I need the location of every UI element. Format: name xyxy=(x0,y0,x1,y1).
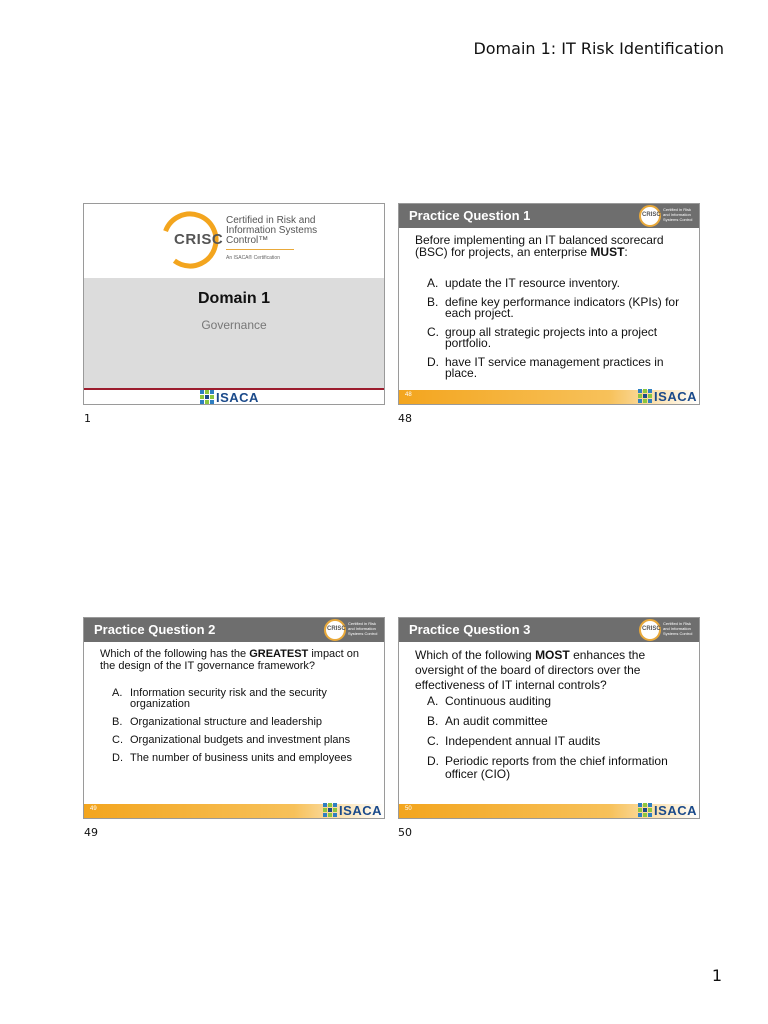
slide-header xyxy=(84,618,384,642)
isaca-mark-icon xyxy=(200,390,214,404)
isaca-mark-icon xyxy=(638,803,652,817)
question-stem: Before implementing an IT balanced scorecard (BSC) for projects, an enterprise MUST: xyxy=(415,233,664,259)
answer-option: D. have IT service management practices in place. xyxy=(427,355,664,380)
answer-option: B. An audit committee xyxy=(427,714,548,728)
isaca-logo xyxy=(323,802,382,818)
answer-options xyxy=(112,688,370,771)
crisc-badge-text: Certified in Risk and Information Systems Control xyxy=(348,621,378,636)
divider xyxy=(226,249,294,250)
isaca-mark-icon xyxy=(323,803,337,817)
slide-title-text: Practice Question 2 xyxy=(94,622,216,637)
question-stem: Which of the following has the GREATEST impact on the design of the IT governance framework? xyxy=(100,648,360,672)
answer-option: D. The number of business units and employees xyxy=(112,752,352,764)
slide-footer-number: 50 xyxy=(405,806,412,812)
crisc-badge xyxy=(324,619,380,643)
slide-practice-question-3[interactable] xyxy=(398,617,700,819)
slide-header xyxy=(399,618,699,642)
isaca-logo-text: ISACA xyxy=(216,389,259,405)
answer-option: D. Periodic reports from the chief information officer (CIO) xyxy=(427,754,668,781)
slide-number: 49 xyxy=(84,826,98,839)
page-header: Domain 1: IT Risk Identification xyxy=(473,39,724,58)
slide-title-text: Domain 1 xyxy=(197,290,270,307)
crisc-ring-icon: CRISC xyxy=(639,619,661,641)
slide-title-text: Practice Question 1 xyxy=(409,208,531,223)
isaca-logo xyxy=(200,389,259,405)
answer-options xyxy=(427,278,685,387)
answer-option: B. define key performance indicators (KPIs) for each project. xyxy=(427,295,680,320)
answer-option: C. group all strategic projects into a project portfolio. xyxy=(427,325,658,350)
slide-practice-question-2[interactable] xyxy=(83,617,385,819)
isaca-logo-text: ISACA xyxy=(339,802,382,818)
answer-option: A. update the IT resource inventory. xyxy=(427,276,620,290)
slide-number: 48 xyxy=(398,412,412,425)
isaca-logo xyxy=(638,388,697,404)
answer-option: C. Organizational budgets and investment plans xyxy=(112,734,351,746)
crisc-badge-text: Certified in Risk and Information Systems Control xyxy=(663,621,693,636)
page-number: 1 xyxy=(711,966,722,985)
isaca-mark-icon xyxy=(638,389,652,403)
slide-footer-number: 49 xyxy=(90,806,97,812)
question-stem: Which of the following MOST enhances the oversight of the board of directors over the effectiveness of IT internal controls? xyxy=(415,648,646,692)
isaca-logo-text: ISACA xyxy=(654,388,697,404)
answer-option: B. Organizational structure and leadership xyxy=(112,716,323,728)
crisc-ring-icon: CRISC xyxy=(324,619,346,641)
isaca-logo xyxy=(638,802,697,818)
slide-footer-number: 48 xyxy=(405,392,412,398)
slide-practice-question-1[interactable] xyxy=(398,203,700,405)
crisc-tagline: Certified in Risk and Information Systems Control™ xyxy=(226,215,318,246)
answer-option: A. Information security risk and the security organization xyxy=(112,687,327,710)
slide-number: 50 xyxy=(398,826,412,839)
crisc-badge xyxy=(639,205,695,229)
crisc-logo-text: CRISC xyxy=(174,231,224,248)
answer-option: C. Independent annual IT audits xyxy=(427,734,601,748)
isaca-logo-text: ISACA xyxy=(654,802,697,818)
slide-subtitle: Governance xyxy=(201,318,267,332)
answer-options xyxy=(427,695,685,788)
crisc-badge-text: Certified in Risk and Information Systems Control xyxy=(663,207,693,222)
slide-number: 1 xyxy=(84,412,91,425)
slide-title-text: Practice Question 3 xyxy=(409,622,531,637)
slide-title[interactable] xyxy=(83,203,385,405)
slide-header xyxy=(399,204,699,228)
crisc-ring-icon: CRISC xyxy=(639,205,661,227)
crisc-badge xyxy=(639,619,695,643)
certification-line: An ISACA® Certification xyxy=(226,255,280,261)
answer-option: A. Continuous auditing xyxy=(427,694,552,708)
title-slide-top xyxy=(84,204,384,278)
